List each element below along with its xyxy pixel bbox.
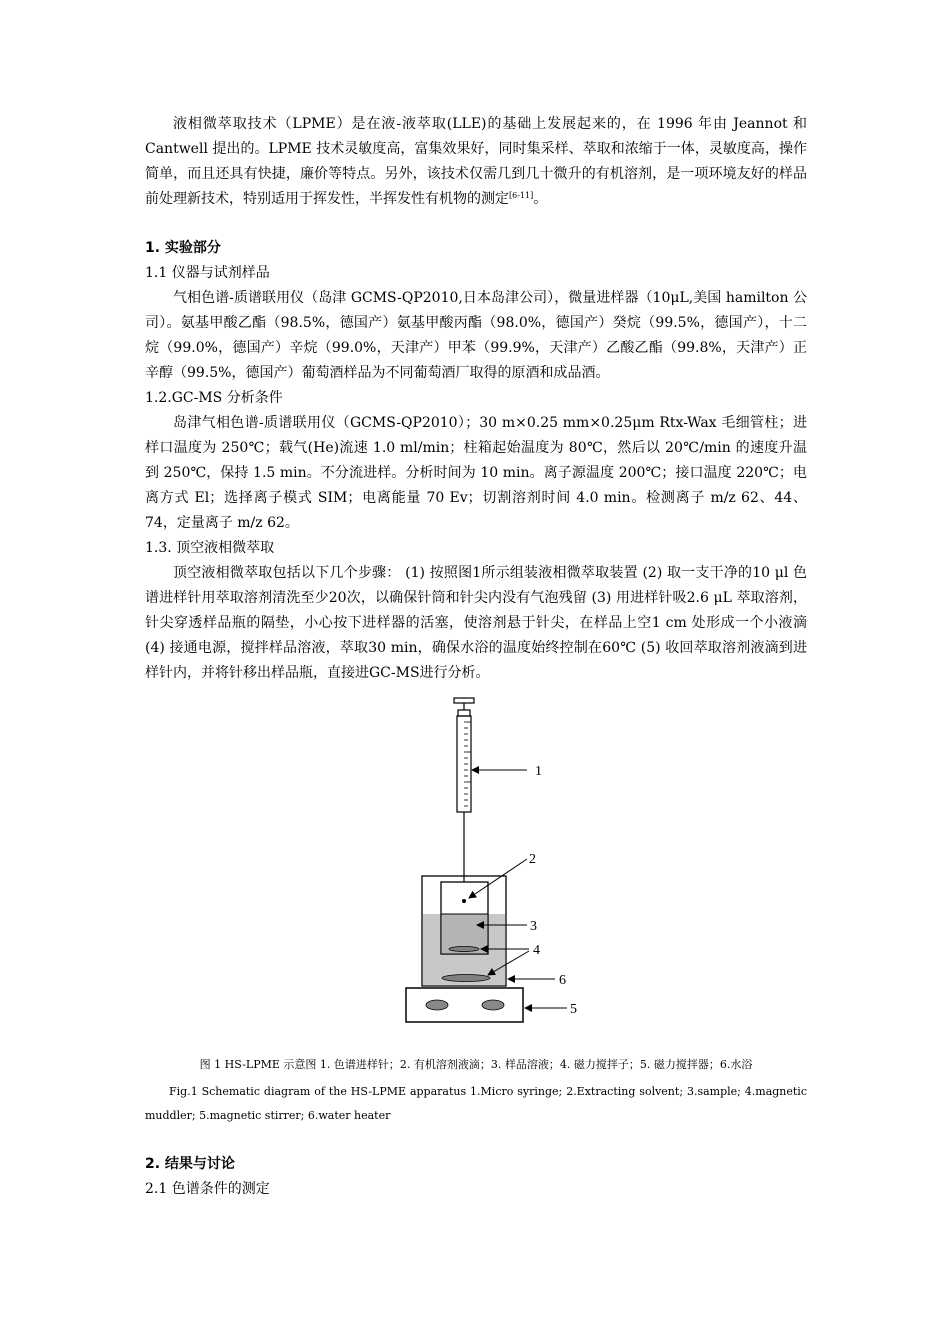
label-6: 6 — [559, 973, 566, 988]
section1-3-heading: 1.3. 顶空液相微萃取 — [145, 540, 275, 556]
label-2: 2 — [529, 852, 536, 867]
stir-bar-vial — [449, 947, 479, 952]
barrel-graduations — [464, 722, 471, 806]
leader-2 — [469, 859, 527, 898]
label-1: 1 — [535, 764, 542, 779]
stir-bar-bath — [442, 975, 490, 982]
figure-caption-cn: 图 1 HS-LPME 示意图 1. 色谱进样针；2. 有机溶剂液滴；3. 样品溶液；4. 磁力搅拌子；5. 磁力搅拌器；6.水浴 — [199, 1058, 753, 1071]
stirrer-knob-right — [482, 1000, 504, 1010]
section1-1-heading: 1.1 仪器与试剂样品 — [145, 265, 270, 281]
solvent-droplet — [462, 899, 466, 903]
section1-2-heading: 1.2.GC-MS 分析条件 — [145, 390, 283, 406]
figure-hs-lpme — [145, 692, 807, 1052]
section1-3-paragraph: 顶空液相微萃取包括以下几个步骤： (1) 按照图1所示组装液相微萃取装置 (2) 取一支干净的10 μl 色谱进样针用萃取溶剂清洗至少20次，以确保针筒和针尖内没有气泡残留 (3) 用进样针吸2.6 μL 萃取溶剂，针尖穿透样品瓶的隔垫，小心按下进样器的活塞，使溶剂悬于针尖，在样品上空1 cm 处形成一个小液滴 (4) 接通电源，搅拌样品溶液，萃取30 min，确保水浴的温度始终控制在60℃ (5) 收回萃取溶剂液滴到进样针内，并将针移出样品瓶，直接进GC-MS进行分析。 — [145, 565, 807, 681]
label-4: 4 — [533, 943, 540, 958]
barrel-collar — [458, 710, 470, 716]
section1-1-paragraph: 气相色谱-质谱联用仪（岛津 GCMS-QP2010,日本岛津公司），微量进样器（10μL,美国 hamilton 公司）。氨基甲酸乙酯（98.5%，德国产）氨基甲酸丙酯（98.0%，德国产）癸烷（99.5%，德国产），十二烷（99.0%，德国产）辛烷（99.0%，天津产）甲苯（99.9%，天津产）乙酸乙酯（99.8%，天津产）正辛醇（99.5%，德国产）葡萄酒样品为不同葡萄酒厂取得的原酒和成品酒。 — [145, 290, 807, 381]
figure-caption-en: Fig.1 Schematic diagram of the HS-LPME apparatus 1.Micro syringe; 2.Extracting solvent; 3.sample; 4.magnetic muddler; 5.magnetic stirrer; 6.water heater — [145, 1085, 807, 1122]
magnetic-stirrer — [406, 988, 523, 1022]
label-3: 3 — [530, 919, 537, 934]
plunger-cap — [454, 698, 474, 703]
intro-end: 。 — [533, 191, 548, 207]
intro-text: 液相微萃取技术（LPME）是在液-液萃取(LLE)的基础上发展起来的，在 1996 年由 Jeannot 和 Cantwell 提出的。LPME 技术灵敏度高，富集效果好，同时集采样、萃取和浓缩于一体，灵敏度高，操作简单，而且还具有快捷，廉价等特点。另外，该技术仅需几到几十微升的有机溶剂，是一项环境友好的样品前处理新技术，特别适用于挥发性，半挥发性有机物的测定 — [145, 116, 807, 207]
section1-2-paragraph: 岛津气相色谱-质谱联用仪（GCMS-QP2010）；30 m×0.25 mm×0.25μm Rtx-Wax 毛细管柱；进样口温度为 250℃；载气(He)流速 1.0 ml/min；柱箱起始温度为 80℃，然后以 20℃/min 的速度升温到 250℃，保持 1.5 min。不分流进样。分析时间为 10 min。离子源温度 200℃；接口温度 220℃；电离方式 El；选择离子模式 SIM；电离能量 70 Ev；切割溶剂时间 4.0 min。检测离子 m/z 62、44、74，定量离子 m/z 62。 — [145, 415, 807, 531]
intro-citation[interactable]: [6-11] — [509, 191, 534, 200]
section1-heading: 1. 实验部分 — [145, 240, 221, 256]
section2-heading: 2. 结果与讨论 — [145, 1156, 235, 1172]
apparatus-diagram — [145, 692, 807, 1052]
stirrer-knob-left — [426, 1000, 448, 1010]
label-5: 5 — [570, 1002, 577, 1017]
document-page — [145, 112, 807, 1202]
intro-paragraph — [145, 112, 807, 212]
section2-1-heading: 2.1 色谱条件的测定 — [145, 1181, 270, 1197]
